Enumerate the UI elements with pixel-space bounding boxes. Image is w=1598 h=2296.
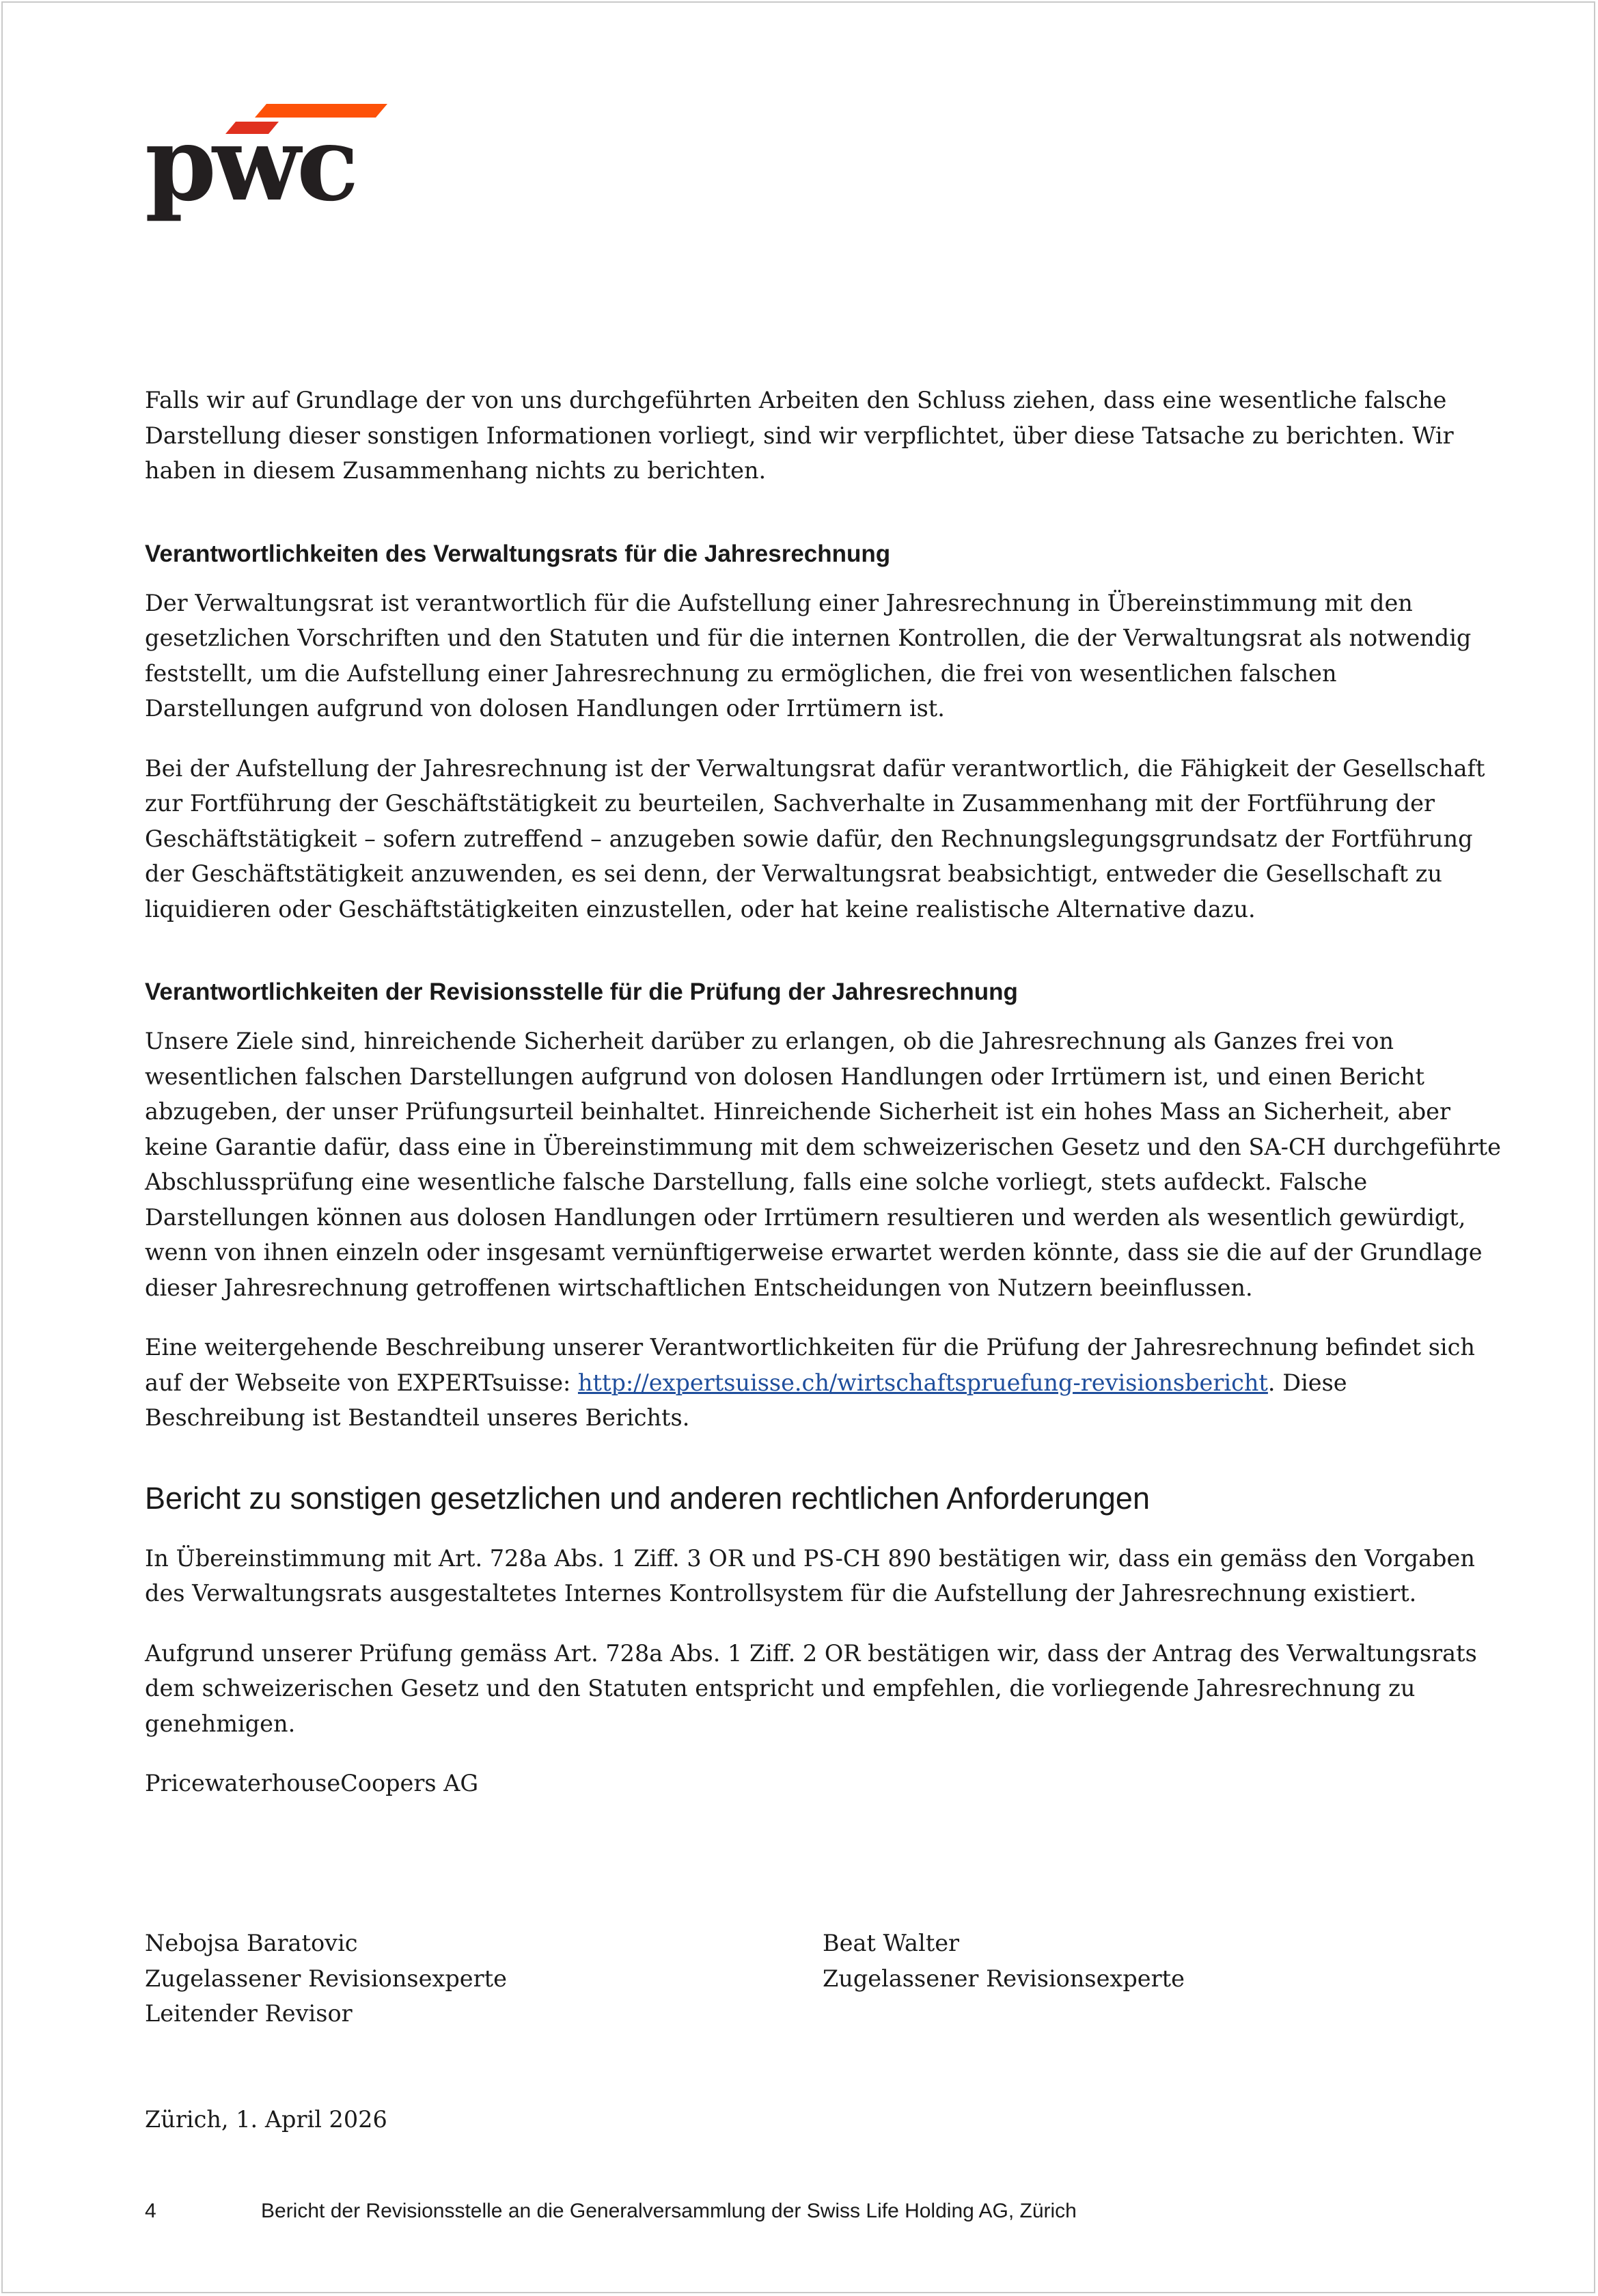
expertsuisse-link[interactable]: http://expertsuisse.ch/wirtschaftspruefung-revisionsbericht [577,1369,1268,1396]
paragraph-internal-control-system: In Übereinstimmung mit Art. 728a Abs. 1 Ziff. 3 OR und PS-CH 890 bestätigen wir, dass ein gemäss den Vorgaben des Verwaltungsrats ausgestaltetes Internes Kontrollsystem für die Aufstellung der Jahresrechnung existiert. [145,1544,1475,1607]
signatory-left-title: Zugelassener Revisionsexperte [145,1965,507,1992]
paragraph-proposal-confirmation: Aufgrund unserer Prüfung gemäss Art. 728a Abs. 1 Ziff. 2 OR bestätigen wir, dass der Antrag des Verwaltungsrats dem schweizerischen Gesetz und den Statuten entspricht und empfehlen, die vorliegende Jahresrechnung zu genehmigen. [145,1639,1477,1737]
report-body [145,383,1504,1801]
signatory-right-title: Zugelassener Revisionsexperte [823,1965,1185,1992]
paragraph-auditor-responsibility-2-text-a: Eine weitergehende Beschreibung unserer Verantwortlichkeiten für die Prüfung der Jahresrechnung befindet sich auf der Webseite von EXPERTsuisse: [145,1334,1475,1396]
paragraph-board-responsibility-2: Bei der Aufstellung der Jahresrechnung ist der Verwaltungsrat dafür verantwortlich, die Fähigkeit der Gesellschaft zur Fortführung der Geschäftstätigkeit zu beurteilen, Sachverhalte in Zusammenhang mit der Fortführung der Geschäftstätigkeit – sofern zutreffend – anzugeben sowie dafür, den Rechnungslegungsgrundsatz der Fortführung der Geschäftstätigkeit anzuwenden, es sei denn, der Verwaltungsrat beabsichtigt, entweder die Gesellschaft zu liquidieren oder Geschäftstätigkeiten einzustellen, oder hat keine realistische Alternative dazu. [145,754,1485,922]
signatory-left-role: Leitender Revisor [145,2000,353,2027]
pwc-logo-wordmark: pwc [145,104,355,224]
document-page [1,1,1595,2293]
paragraph-board-responsibility-1: Der Verwaltungsrat ist verantwortlich für die Aufstellung einer Jahresrechnung in Übereinstimmung mit den gesetzlichen Vorschriften und den Statuten und für die internen Kontrollen, die der Verwaltungsrat als notwendig feststellt, um die Aufstellung einer Jahresrechnung zu ermöglichen, die frei von wesentlichen falschen Darstellungen aufgrund von dolosen Handlungen oder Irrtümern ist. [145,589,1472,722]
paragraph-auditor-responsibility-2 [145,1330,1504,1436]
heading-board-responsibilities: Verantwortlichkeiten des Verwaltungsrats für die Jahresrechnung [145,540,891,567]
heading-auditor-responsibilities: Verantwortlichkeiten der Revisionsstelle für die Prüfung der Jahresrechnung [145,979,1018,1005]
footer-page-number: 4 [145,2200,156,2222]
firm-name: PricewaterhouseCoopers AG [145,1770,479,1796]
pwc-logo [145,104,391,234]
signatory-right [823,1926,1185,1996]
paragraph-auditor-responsibility-2-text-b: . Diese Beschreibung ist Bestandteil unseres Berichts. [145,1369,1347,1431]
place-and-date: Zürich, 1. April 2026 [145,2106,387,2133]
heading-other-legal-requirements: Bericht zu sonstigen gesetzlichen und anderen rechtlichen Anforderungen [145,1480,1150,1516]
paragraph-other-information: Falls wir auf Grundlage der von uns durchgeführten Arbeiten den Schluss ziehen, dass eine wesentliche falsche Darstellung dieser sonstigen Informationen vorliegt, sind wir verpflichtet, über diese Tatsache zu berichten. Wir haben in diesem Zusammenhang nichts zu berichten. [145,387,1454,484]
signatory-left [145,1926,507,2032]
signatory-right-name: Beat Walter [823,1930,960,1956]
footer-report-title: Bericht der Revisionsstelle an die Generalversammlung der Swiss Life Holding AG, Zürich [261,2200,1077,2222]
paragraph-auditor-responsibility-1: Unsere Ziele sind, hinreichende Sicherheit darüber zu erlangen, ob die Jahresrechnung als Ganzes frei von wesentlichen falschen Darstellungen aufgrund von dolosen Handlungen oder Irrtümern ist, und einen Bericht abzugeben, der unser Prüfungsurteil beinhaltet. Hinreichende Sicherheit ist ein hohes Mass an Sicherheit, aber keine Garantie dafür, dass eine in Übereinstimmung mit dem schweizerischen Gesetz und den SA-CH durchgeführte Abschlussprüfung eine wesentliche falsche Darstellung, falls eine solche vorliegt, stets aufdeckt. Falsche Darstellungen können aus dolosen Handlungen oder Irrtümern resultieren und werden als wesentlich gewürdigt, wenn von ihnen einzeln oder insgesamt vernünftigerweise erwartet werden könnte, dass sie die auf der Grundlage dieser Jahresrechnung getroffenen wirtschaftlichen Entscheidungen von Nutzern beeinflussen. [145,1028,1501,1301]
signatory-left-name: Nebojsa Baratovic [145,1930,358,1956]
